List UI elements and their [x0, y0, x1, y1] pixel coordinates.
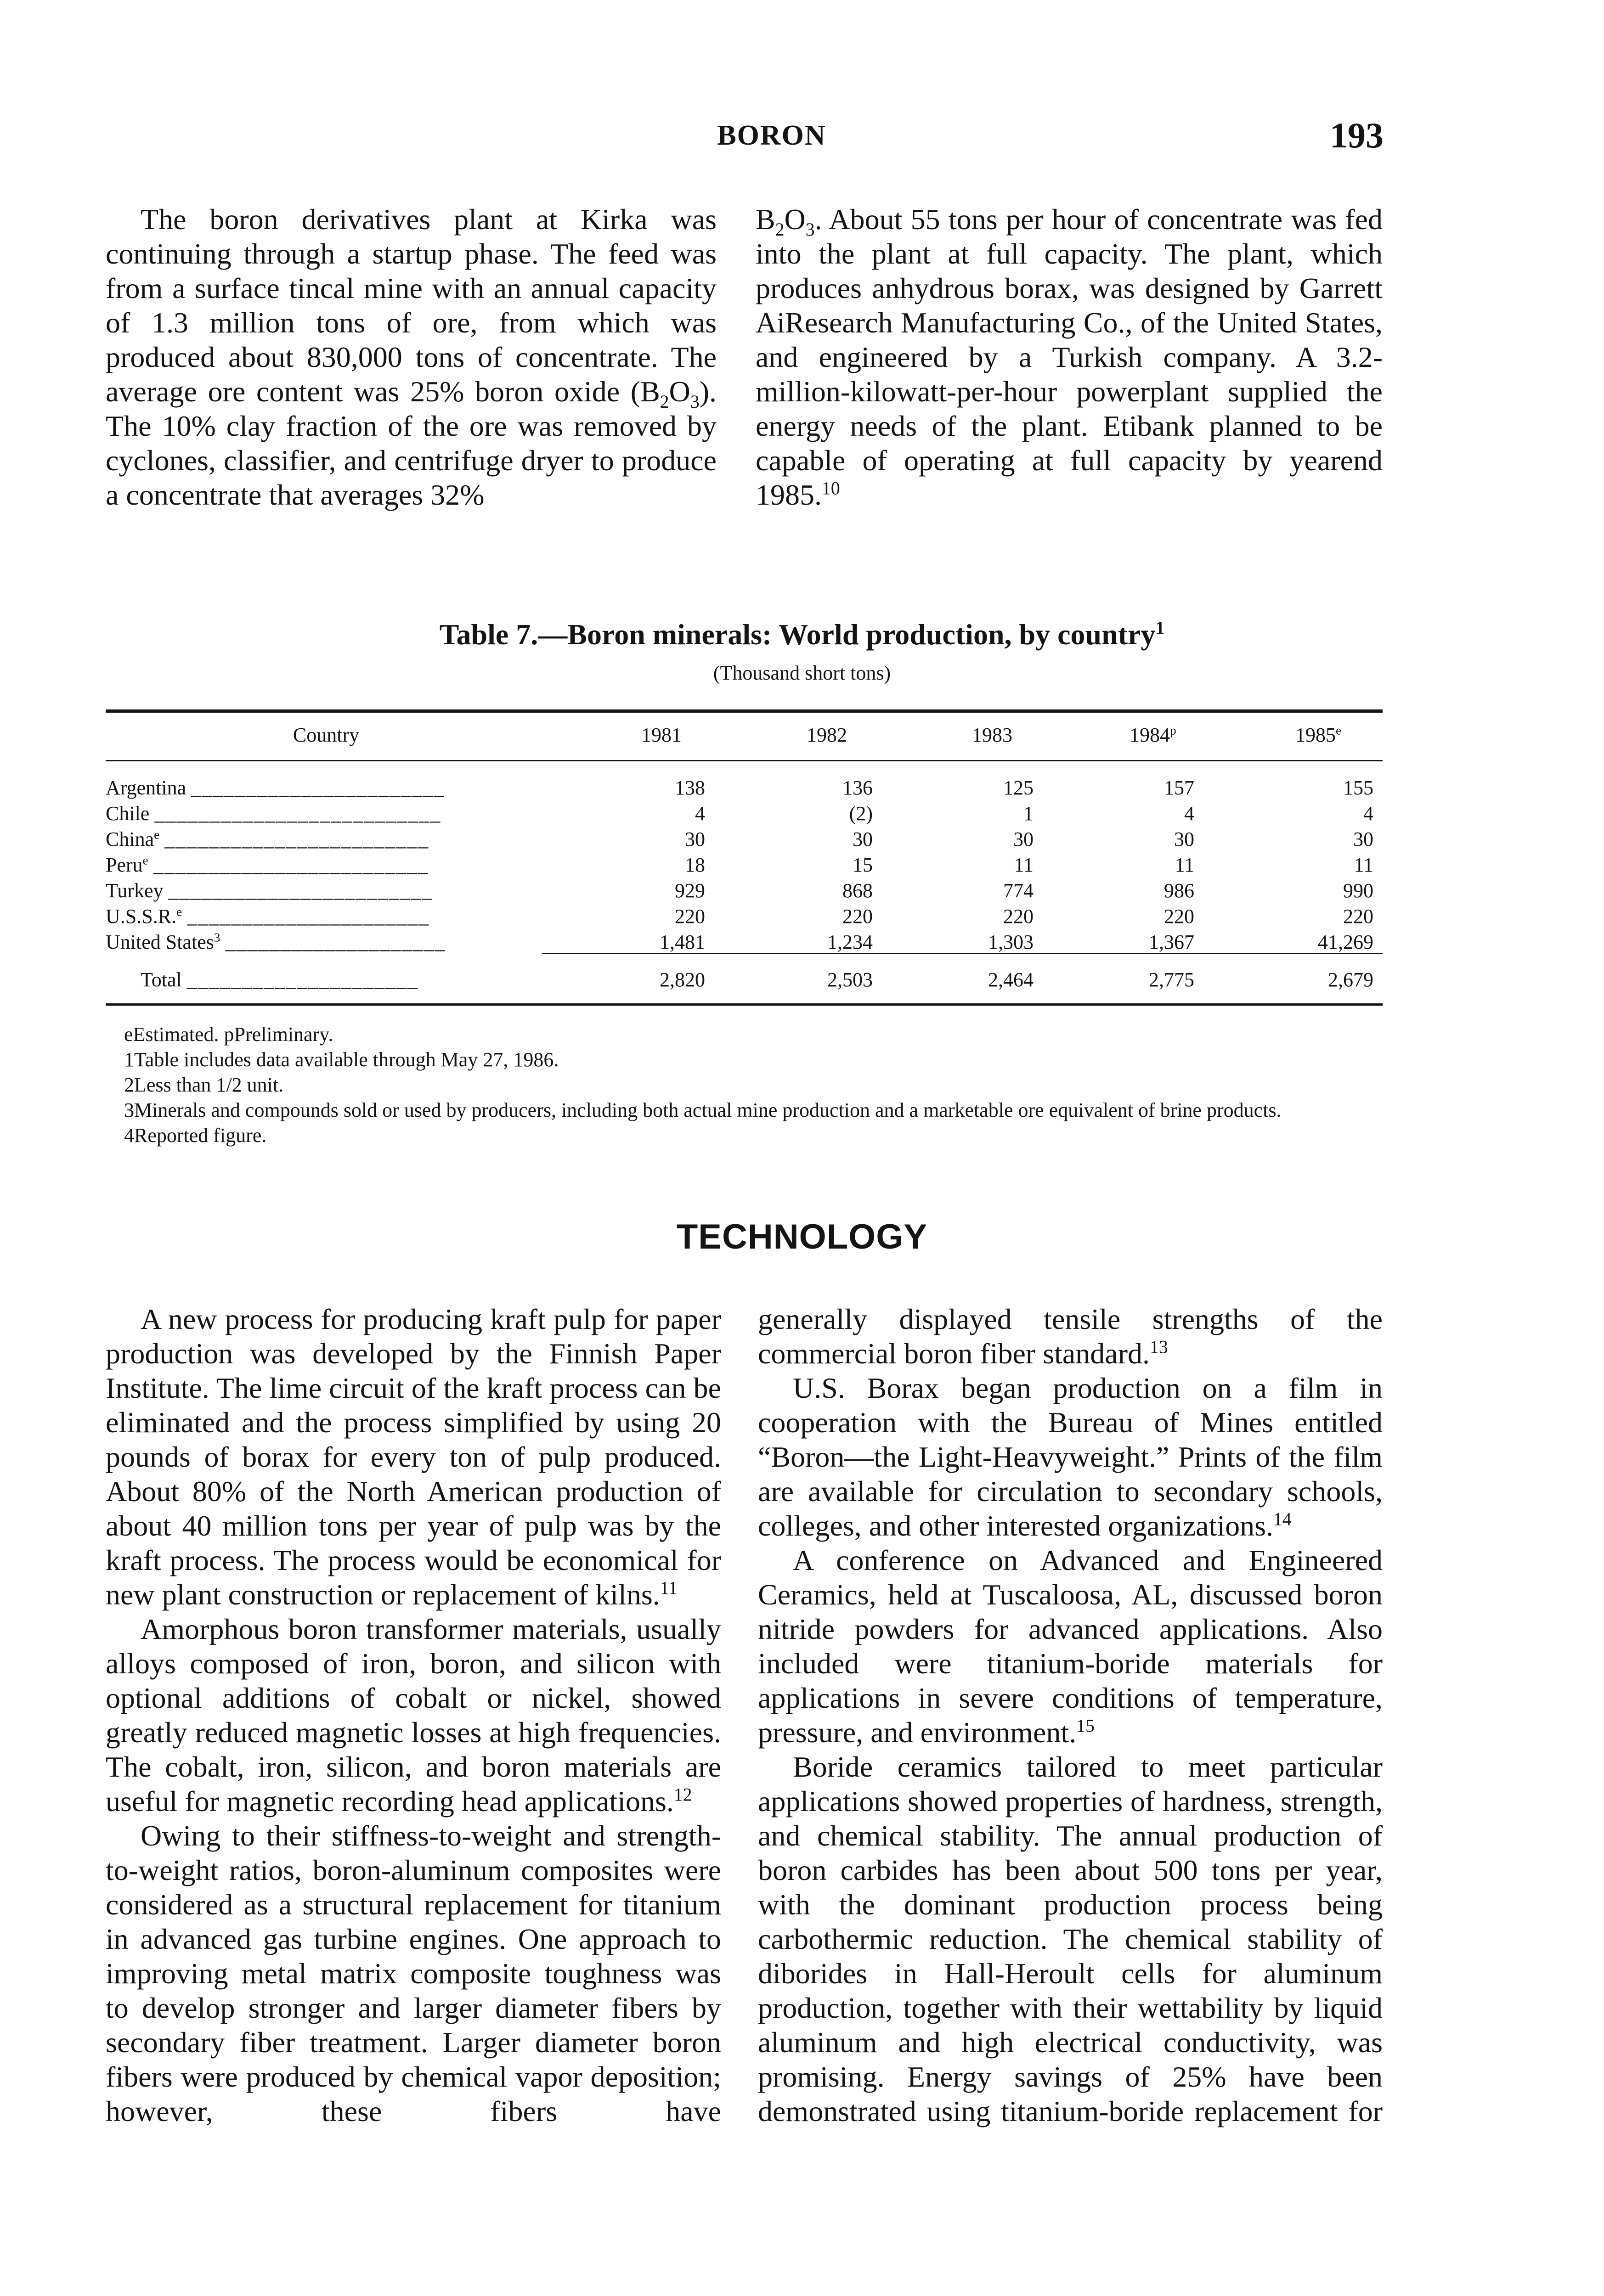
- footnote: 3Minerals and compounds sold or used by producers, including both actual mine production and a marketable ore equivalent of brine products.: [124, 1099, 1282, 1121]
- footnote: 2Less than 1/2 unit.: [124, 1074, 284, 1096]
- table-row: Turkey ________________________ 929 868 774 986 990: [106, 879, 1373, 902]
- header-1984: 1984$^p$: [1130, 723, 1176, 746]
- table-body: [106, 776, 1383, 956]
- intro-right-paragraph: $B_2O_3$. About 55 tons per hour of concentrate was fed into the plant at full capacity. The plant, which produces anhydrous borax, was designed by Garrett AiResearch Manufacturing Co., of the United States, and engineered by a Turkish company. A 3.2-million-kilowatt-per-hour powerplant supplied the energy needs of the plant. Etibank planned to be capable of operating at full capacity by yearend 1985.10: [756, 203, 1383, 511]
- table-title: Table 7.—Boron minerals: World production, by country$^1$: [439, 618, 1165, 651]
- paragraph: Boride ceramics tailored to meet particular applications showed properties of hardness, strength, and chemical stability. The annual production of boron carbides has been about 500 tons per year, with the dominant production process being carbothermic reduction. The chemical stability of diborides in Hall-Heroult cells for aluminum production, together with their wettability by liquid aluminum and high electrical conductivity, was promising. Energy savings of 25% have been demonstrated using titanium-boride replacement for: [758, 1750, 1383, 2127]
- header-1985: 1985e: [1295, 723, 1342, 746]
- table-footnotes: [106, 1022, 1383, 1148]
- table-subtitle: (Thousand short tons): [713, 662, 891, 684]
- header-1983: 1983: [972, 724, 1012, 746]
- header-1982: 1982: [807, 724, 847, 746]
- table-row: Argentina _______________________ 138 136 125 157 155: [106, 777, 1373, 799]
- intro-right-column: [756, 202, 1383, 512]
- page-number: 193: [1330, 115, 1384, 155]
- paragraph: Amorphous boron transformer materials, usually alloys composed of iron, boron, and silicon with optional additions of cobalt or nickel, showed greatly reduced magnetic losses at high frequencies. The cobalt, iron, silicon, and boron materials are useful for magnetic recording head applications.$^{12}$: [106, 1613, 721, 1818]
- technology-left-column: [106, 1302, 721, 2128]
- table-row: U.S.S.R.$^e$ ______________________ 220 220 220 220 220: [106, 905, 1373, 928]
- running-head: [0, 115, 1604, 155]
- table-top-rule: [106, 709, 1383, 713]
- table-row: China$^e$ ________________________ 30 30 30 30 30: [106, 827, 1373, 850]
- table-row: United States$^3$ ____________________ 1,481 1,234 1,303 1,367 41,269: [106, 930, 1373, 953]
- paragraph: A conference on Advanced and Engineered Ceramics, held at Tuscaloosa, AL, discussed boron nitride powders for advanced applications. Also included were titanium-boride materials for applications in severe conditions of temperature, pressure, and environment.$^{15}$: [758, 1544, 1383, 1749]
- table-total: [106, 968, 1383, 994]
- intro-left-column: [106, 202, 717, 512]
- table-row: Chile __________________________ 4 (2) 1 4 4: [106, 802, 1373, 825]
- table-bottom-rule: [106, 1003, 1383, 1006]
- table-header: [106, 723, 1383, 749]
- table-row-total: Total _____________________ 2,820 2,503 2,464 2,775 2,679: [141, 968, 1373, 991]
- table-row: Peru$^e$ _________________________ 18 15 11 11 11: [106, 853, 1373, 876]
- table-header-rule: [106, 760, 1383, 761]
- section-name: BORON: [717, 120, 826, 151]
- paragraph: U.S. Borax began production on a film in cooperation with the Bureau of Mines entitled “Boron—the Light-Heavyweight.” Prints of the film are available for circulation to secondary schools, colleges, and other interested organizations.$^{14}$: [758, 1372, 1383, 1542]
- header-1981: 1981: [641, 724, 682, 746]
- header-country: Country: [293, 724, 360, 746]
- footnote: 4Reported figure.: [124, 1124, 267, 1147]
- technology-right-column: [758, 1302, 1383, 2128]
- section-heading-technology: TECHNOLOGY: [676, 1217, 928, 1256]
- footnote: eEstimated. pPreliminary.: [124, 1023, 333, 1046]
- footnote: 1Table includes data available through May 27, 1986.: [124, 1048, 559, 1071]
- intro-left-paragraph: The boron derivatives plant at Kirka was continuing through a startup phase. The feed was from a surface tincal mine with an annual capacity of 1.3 million tons of ore, from which was produced about 830,000 tons of concentrate. The average ore content was 25% boron oxide $(B_2O_3)$. The 10% clay fraction of the ore was removed by cyclones, classifier, and centrifuge dryer to produce a concentrate that averages 32%: [106, 203, 717, 511]
- paragraph: generally displayed tensile strengths of the commercial boron fiber standard.$^{13}$: [758, 1303, 1383, 1370]
- paragraph: A new process for producing kraft pulp for paper production was developed by the Finnish Paper Institute. The lime circuit of the kraft process can be eliminated and the process simplified by using 20 pounds of borax for every ton of pulp produced. About 80% of the North American production of about 40 million tons per year of pulp was by the kraft process. The process would be economical for new plant construction or replacement of kilns.$^{11}$: [106, 1303, 721, 1611]
- paragraph: Owing to their stiffness-to-weight and strength-to-weight ratios, boron-aluminum composites were considered as a structural replacement for titanium in advanced gas turbine engines. One approach to improving metal matrix composite toughness was to develop stronger and larger diameter fibers by secondary fiber treatment. Larger diameter boron fibers were produced by chemical vapor deposition; however, these fibers have: [106, 1819, 721, 2127]
